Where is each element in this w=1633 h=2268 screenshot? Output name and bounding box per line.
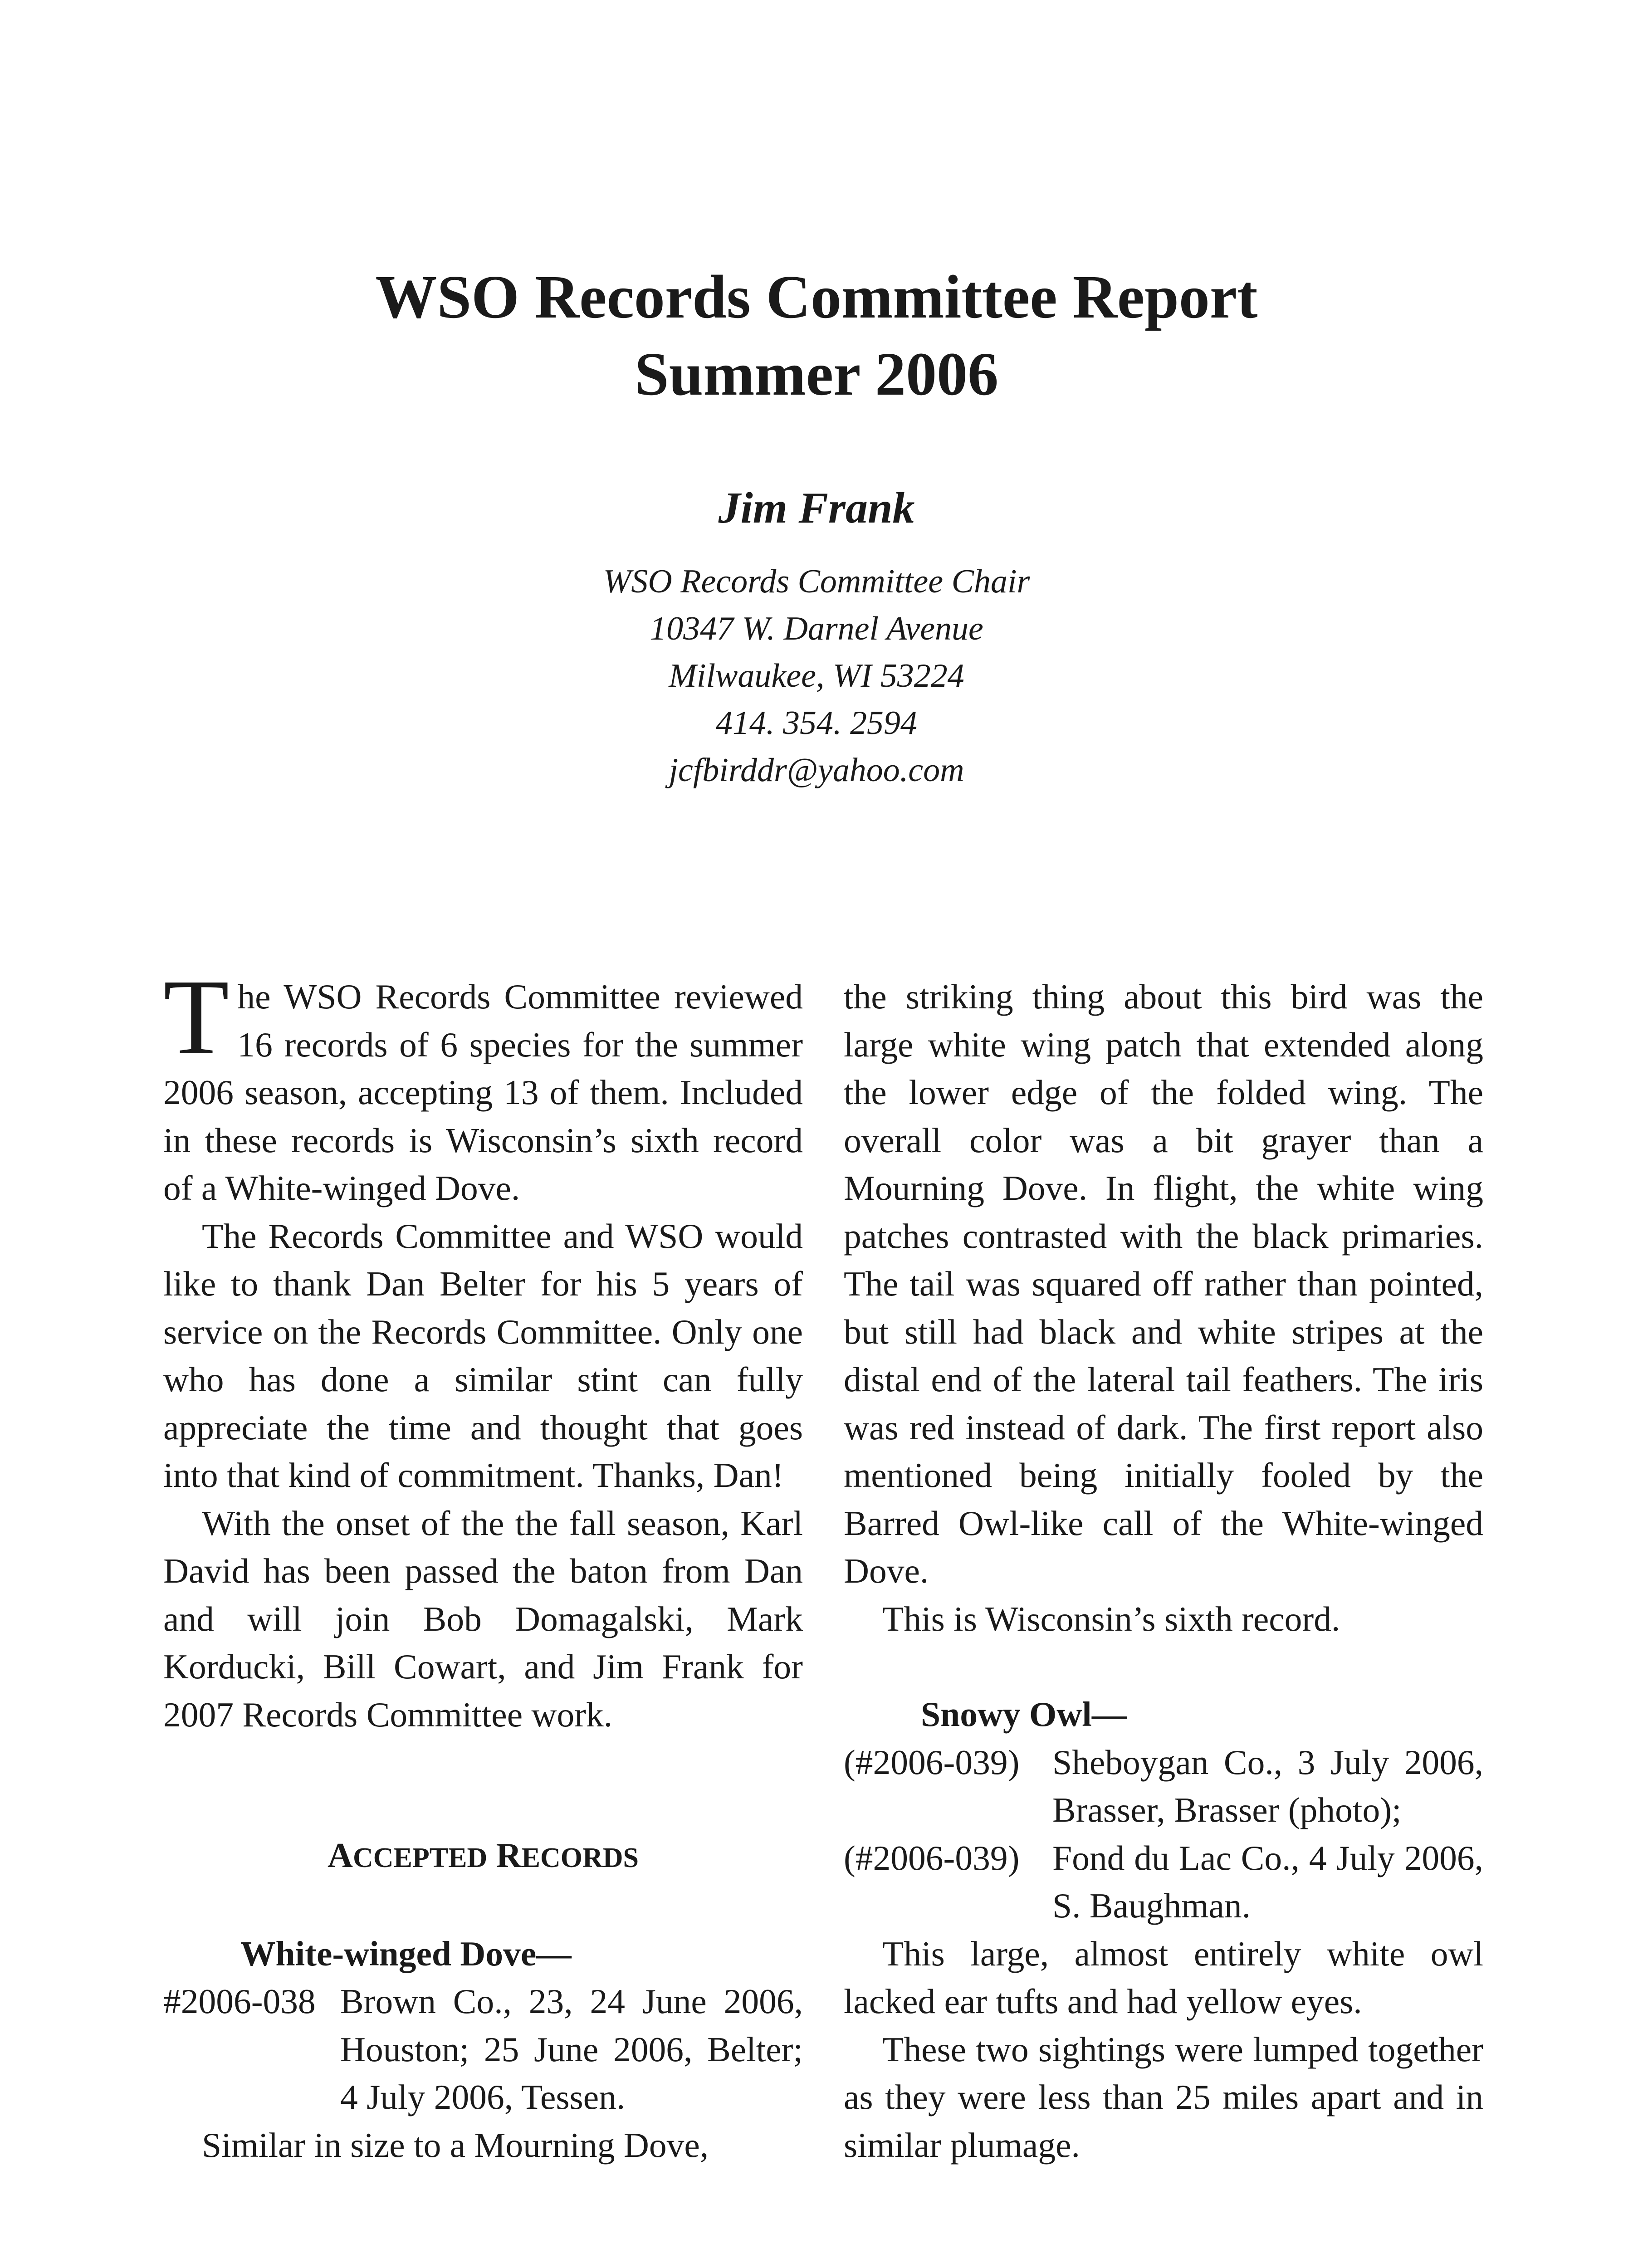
author-contact-block [0,558,1633,794]
author-city: Milwaukee, WI 53224 [669,657,964,694]
intro-paragraph [163,958,803,1212]
record-entry [163,1978,803,2121]
heading-rest-r: ECORDS [521,1843,639,1873]
left-column [163,958,803,2169]
species-heading-snowy-owl: Snowy Owl— [921,1695,1127,1734]
author-street: 10347 W. Darnel Avenue [650,610,983,647]
heading-rest-a: CCEPTED [352,1843,488,1873]
heading-cap-r: R [496,1836,522,1875]
species-heading-white-winged-dove: White-winged Dove— [240,1934,572,1973]
record-number: (#2006-039) [844,1838,1020,1877]
record-details: Brown Co., 23, 24 June 2006, Houston; 25 June 2006, Belter; 4 July 2006, Tessen. [340,1982,803,2116]
title-line-2: Summer 2006 [634,340,999,408]
drop-cap: T [163,958,230,1077]
author-email[interactable]: jcfbirddr@yahoo.com [669,752,964,789]
record-number: #2006-038 [163,1982,316,2021]
author-name: Jim Frank [718,484,915,533]
dove-description-continued: the striking thing about this bird was the large white wing patch that extended along the lower edge of the folded wing. The overall color was a bit grayer than a Mourning Dove. In flight, the white wing patches contrasted with the black primaries. The tail was squared off rather than pointed, but still had black and white stripes at the distal end of the lateral tail feathers. The iris was red instead of dark. The first report also mentioned being initially fooled by the Barred Owl-like call of the White-winged Dove. [844,977,1483,1590]
intro-text: he WSO Records Committee reviewed 16 records of 6 species for the summer 2006 season, accepting 13 of them. Included in these records is Wisconsin’s sixth record of a White-winged Dove. [163,977,803,1207]
record-entry [844,1834,1483,1930]
dove-description-start: Similar in size to a Mourning Dove, [202,2125,709,2165]
owl-description-paragraph: This large, almost entirely white owl lacked ear tufts and had yellow eyes. [844,1934,1483,2021]
record-entry [844,1739,1483,1834]
title-line-1: WSO Records Committee Report [375,263,1258,331]
record-details: Sheboygan Co., 3 July 2006, Brasser, Brasser (photo); [1052,1742,1483,1829]
heading-cap-a: A [328,1836,353,1875]
sixth-record-paragraph: This is Wisconsin’s sixth record. [882,1599,1340,1638]
right-column [844,973,1483,2169]
thanks-paragraph: The Records Committee and WSO would like to thank Dan Belter for his 5 years of service on the Records Committee. Only one who has done a similar stint can fully appreciate the time and thought that goes into that kind of commitment. Thanks, Dan! [163,1216,803,1495]
owl-lumped-paragraph: These two sightings were lumped together as they were less than 25 miles apart and in similar plumage. [844,2029,1483,2165]
author-phone: 414. 354. 2594 [716,704,917,742]
record-details: Fond du Lac Co., 4 July 2006, S. Baughman. [1052,1838,1483,1925]
article-title [0,259,1633,413]
committee-paragraph: With the onset of the the fall season, Karl David has been passed the baton from Dan and will join Bob Domagalski, Mark Korducki, Bill Cowart, and Jim Frank for 2007 Records Committee work. [163,1503,803,1734]
record-number: (#2006-039) [844,1742,1020,1782]
section-heading-accepted-records [163,1832,803,1882]
author-affiliation: WSO Records Committee Chair [603,563,1030,600]
